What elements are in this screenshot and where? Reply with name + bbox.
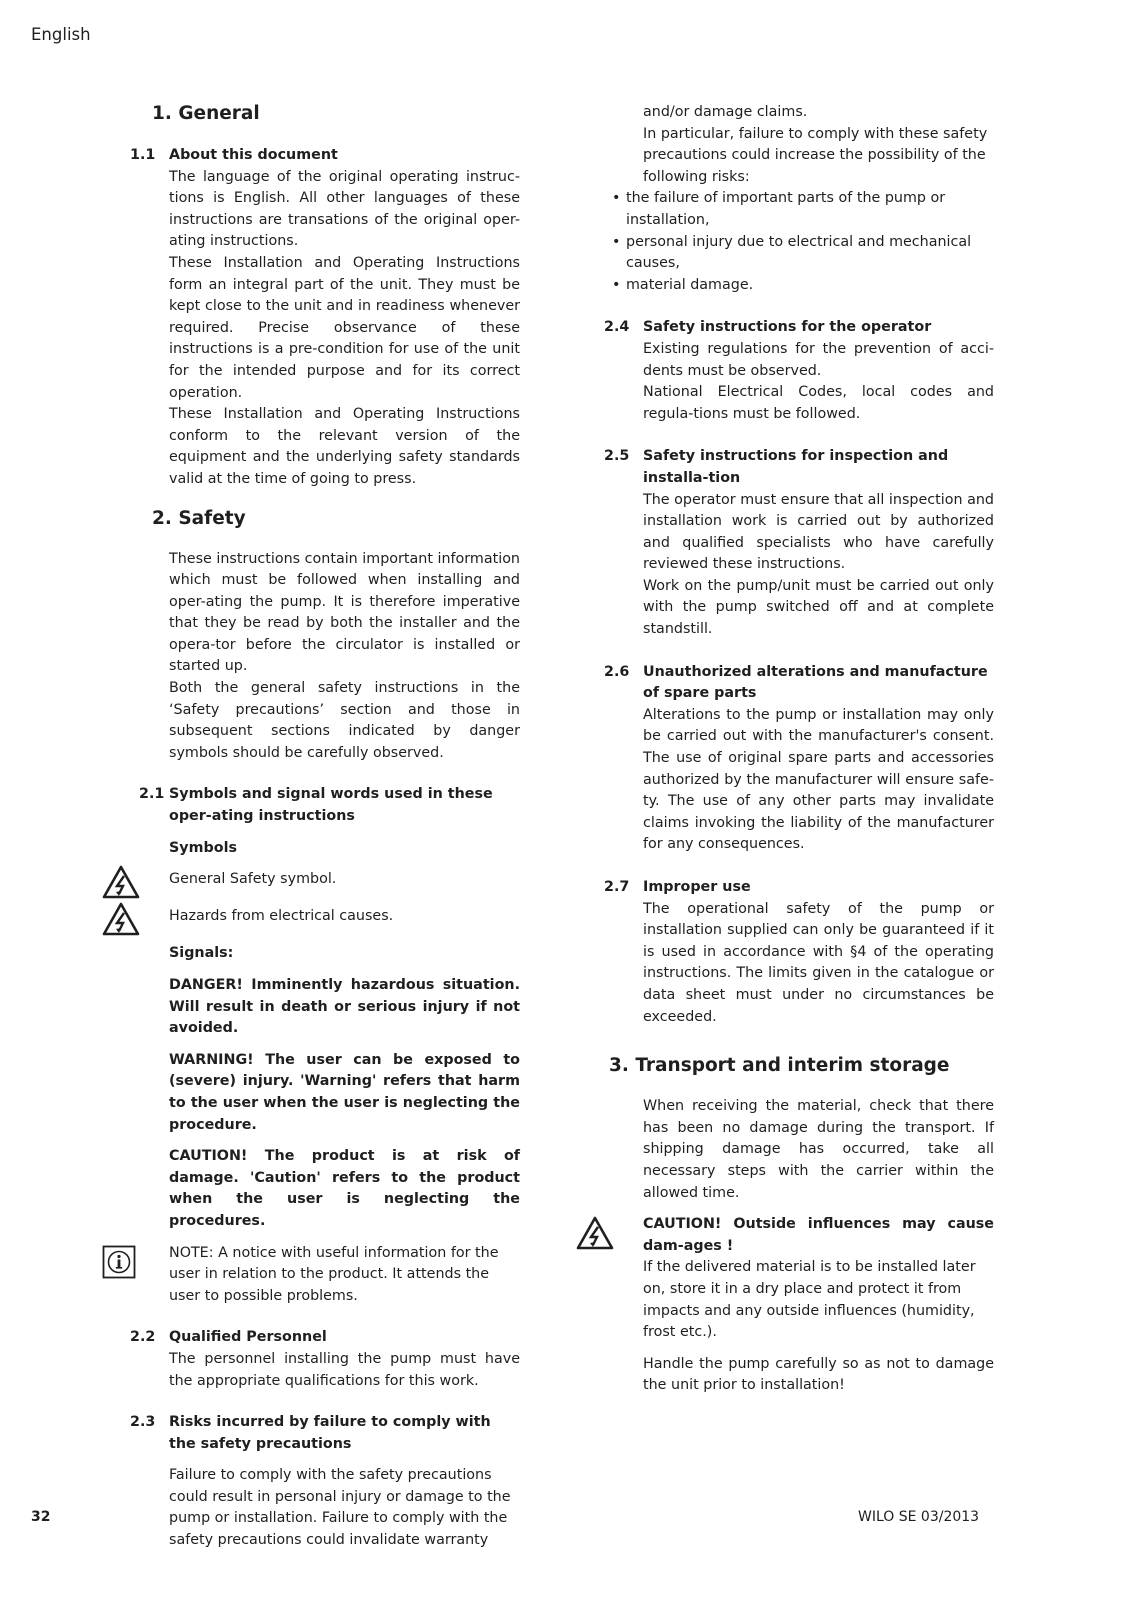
signal-warning: WARNING! The user can be exposed to (severe) injury. 'Warning' refers that harm to the user when the user is neglecting the procedure.	[169, 1051, 520, 1133]
section-title: Risks incurred by failure to comply with the safety precautions	[169, 1414, 491, 1452]
language-label: English	[31, 25, 91, 44]
section-title: Qualified Personnel	[169, 1329, 327, 1346]
section-number: 2.1	[139, 786, 165, 803]
section-title: Safety instructions for inspection and installa-tion	[643, 448, 949, 486]
electrical-hazard-icon	[576, 1216, 614, 1250]
heading-2-6	[604, 662, 994, 705]
heading-transport: 3. Transport and interim storage	[609, 1055, 950, 1077]
signal-danger: DANGER! Imminently hazardous situation. Will result in death or serious injury if not avoided.	[169, 977, 520, 1037]
list-item: • the failure of important parts of the pump or installation,	[612, 188, 994, 231]
symbols-label: Symbols	[169, 839, 237, 856]
bullet-icon: •	[612, 276, 621, 293]
caution-block	[604, 1214, 994, 1344]
paragraph: These Installation and Operating Instructions form an integral part of the unit. They must be kept close to the unit and in readiness whenever required. Precise observance of these instructions is a pre-condition for use of the unit for the intended purpose and for its correct operation.	[169, 254, 520, 401]
section-number: 2.5	[604, 448, 630, 465]
electrical-hazard-icon	[102, 902, 140, 936]
note-text: NOTE: A notice with useful information for the user in relation to the product. It attends the user to possible problems.	[169, 1244, 499, 1304]
paragraph: These instructions contain important information which must be followed when installing and oper-ating the pump. It is therefore imperative that they be read by both the installer and the opera-tor before the circulator is installed or started up.	[169, 550, 520, 675]
paragraph: When receiving the material, check that there has been no damage during the transport. If shipping damage has occurred, take all necessary steps with the carrier within the allowed time.	[643, 1098, 994, 1201]
heading-2-2	[130, 1327, 520, 1349]
symbol-electrical-row	[130, 906, 520, 928]
heading-2-3	[130, 1412, 520, 1455]
paragraph: The language of the original operating instruc-tions is English. All other languages of these instructions are transations of the original oper-ating instructions.	[169, 168, 520, 250]
left-column	[130, 102, 520, 1552]
section-title: About this document	[169, 147, 338, 163]
paragraph: and/or damage claims.	[643, 104, 808, 120]
section-number: 1.1	[130, 147, 156, 163]
bullet-icon: •	[612, 190, 621, 207]
paragraph: Work on the pump/unit must be carried out only with the pump switched off and at complete standstill.	[643, 577, 994, 638]
caution-title: CAUTION! Outside influences may cause dam-ages !	[643, 1216, 994, 1254]
section-title: Unauthorized alterations and manufacture of spare parts	[643, 663, 988, 702]
section-title: Safety instructions for the operator	[643, 319, 932, 336]
note-row	[130, 1243, 520, 1308]
signals-label: Signals:	[169, 945, 234, 962]
heading-2-4	[604, 317, 994, 339]
section-number: 2.2	[130, 1329, 156, 1346]
paragraph: Existing regulations for the prevention of acci-dents must be observed.	[643, 340, 994, 379]
heading-safety: 2. Safety	[152, 507, 246, 529]
risk-list	[604, 188, 994, 296]
paragraph: Alterations to the pump or installation may only be carried out with the manufacturer's consent. The use of original spare parts and accessories authorized by the manufacturer will ensure safe-ty. The use of any other parts may invalidate claims invoking the liability of the manufacturer for any consequences.	[643, 706, 994, 853]
heading-2-1	[130, 784, 520, 827]
heading-1-1	[130, 145, 520, 167]
info-icon	[102, 1245, 136, 1279]
heading-general: 1. General	[152, 103, 260, 124]
symbol-general-text: General Safety symbol.	[169, 871, 337, 888]
paragraph: Handle the pump carefully so as not to damage the unit prior to installation!	[643, 1355, 994, 1394]
footer-brand: WILO SE 03/2013	[858, 1509, 980, 1525]
heading-2-7	[604, 877, 994, 899]
paragraph: The operator must ensure that all inspection and installation work is carried out by authorized and qualified specialists who have carefully reviewed these instructions.	[643, 491, 994, 573]
section-number: 2.4	[604, 319, 630, 336]
paragraph: The personnel installing the pump must have the appropriate qualifications for this work.	[169, 1350, 520, 1389]
right-column	[604, 102, 994, 1397]
paragraph: These Installation and Operating Instructions conform to the relevant version of the equipment and the underlying safety standards valid at the time of going to press.	[169, 406, 520, 487]
list-item: • material damage.	[612, 275, 994, 297]
list-item: • personal injury due to electrical and mechanical causes,	[612, 232, 994, 275]
section-number: 2.3	[130, 1414, 156, 1431]
symbol-general-row	[130, 869, 520, 891]
paragraph: Failure to comply with the safety precautions could result in personal injury or damage to the pump or installation. Failure to comply with the safety precautions could invalidate warranty	[169, 1467, 511, 1549]
page-number: 32	[31, 1509, 51, 1525]
section-title: Improper use	[643, 879, 751, 895]
heading-2-5	[604, 446, 994, 489]
paragraph: In particular, failure to comply with these safety precautions could increase the possibility of the following risks:	[643, 125, 988, 185]
paragraph: Both the general safety instructions in the ‘Safety precautions’ section and those in subsequent sections indicated by danger symbols should be carefully observed.	[169, 680, 520, 761]
symbol-electrical-text: Hazards from electrical causes.	[169, 907, 394, 924]
signal-caution: CAUTION! The product is at risk of damage. 'Caution' refers to the product when the user is neglecting the procedures.	[169, 1148, 520, 1229]
paragraph: National Electrical Codes, local codes and regula-tions must be followed.	[643, 384, 994, 422]
paragraph: The operational safety of the pump or installation supplied can only be guaranteed if it is used in accordance with §4 of the operating instructions. The limits given in the catalogue or data sheet must under no circumstances be exceeded.	[643, 900, 994, 1025]
paragraph: If the delivered material is to be installed later on, store it in a dry place and protect it from impacts and any outside influences (humidity, frost etc.).	[643, 1259, 976, 1341]
section-number: 2.7	[604, 879, 630, 895]
bullet-icon: •	[612, 233, 621, 250]
section-title: Symbols and signal words used in these oper-ating instructions	[169, 786, 493, 825]
section-number: 2.6	[604, 663, 630, 680]
warning-triangle-icon	[102, 865, 140, 899]
